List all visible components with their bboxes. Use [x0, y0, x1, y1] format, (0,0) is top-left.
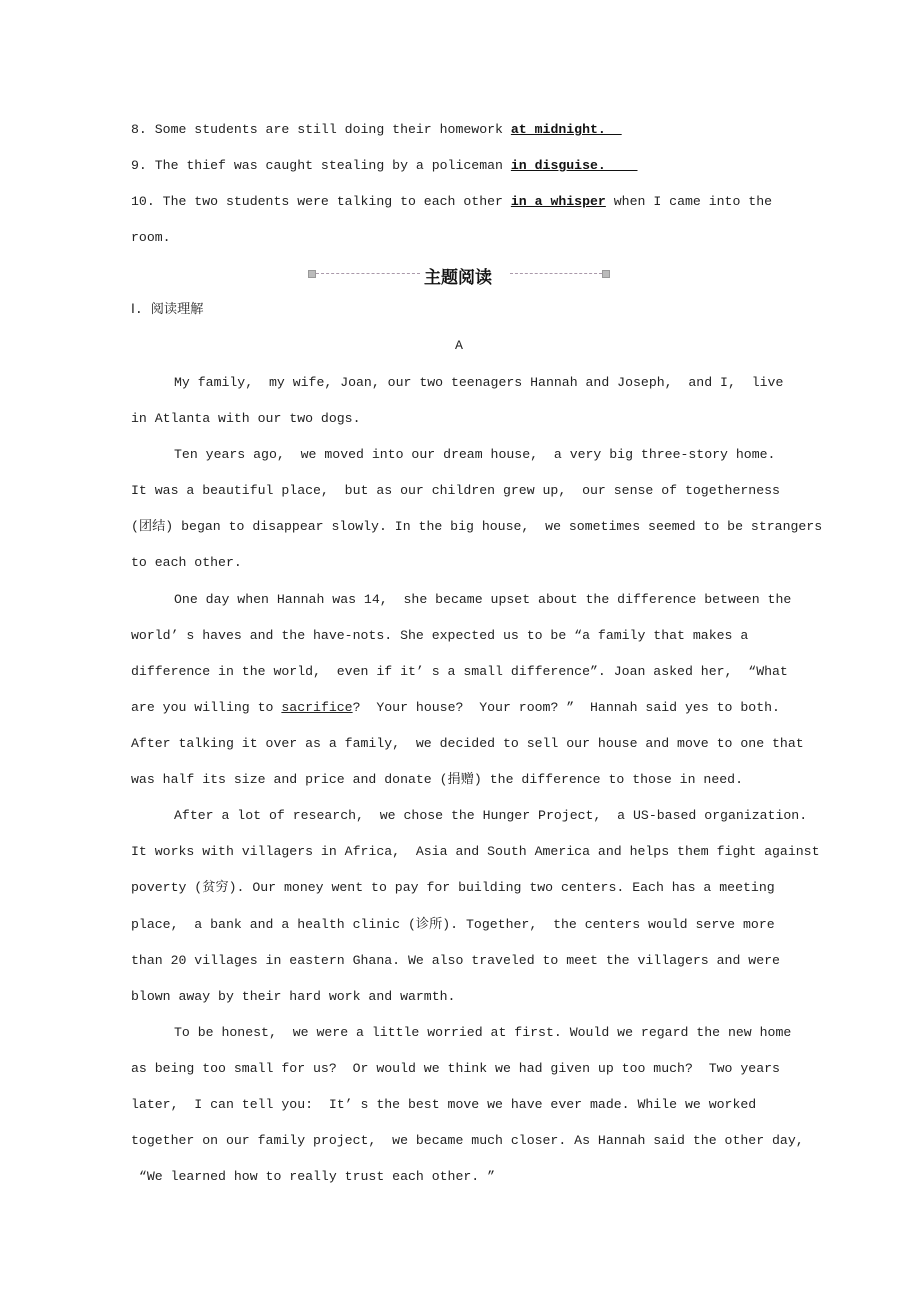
paragraph-line: difference in the world, even if it’ s a small difference”. Joan asked her, “What [131, 664, 788, 679]
text: are you willing to [131, 700, 282, 715]
paragraph-line: Ten years ago, we moved into our dream house, a very big three-story home. [174, 447, 776, 462]
paragraph-line: One day when Hannah was 14, she became upset about the difference between the [174, 592, 792, 607]
part-title: Ⅰ. 阅读理解 [131, 302, 204, 317]
paragraph-line: was half its size and price and donate (捐赠) the difference to those in need. [131, 772, 743, 787]
exercise-text: when I came into the [605, 194, 773, 209]
section-title: 主题阅读 [424, 268, 492, 288]
text: ? Your house? Your room? ” Hannah said yes to both. [352, 700, 780, 715]
paragraph-line: It works with villagers in Africa, Asia and South America and helps them fight against [131, 844, 820, 859]
paragraph-line: later, I can tell you: It’ s the best move we have ever made. While we worked [131, 1097, 757, 1112]
paragraph-line: It was a beautiful place, but as our children grew up, our sense of togetherness [131, 483, 780, 498]
exercise-10-cont: room. [131, 230, 171, 245]
exercise-9 [131, 157, 638, 175]
paragraph-line: To be honest, we were a little worried at first. Would we regard the new home [174, 1025, 792, 1040]
passage-label: A [455, 338, 463, 353]
answer: at midnight. [510, 122, 622, 137]
underlined-word: sacrifice [281, 700, 353, 715]
divider [316, 273, 420, 275]
answer: in a whisper [510, 194, 606, 209]
paragraph-line: blown away by their hard work and warmth. [131, 989, 456, 1004]
divider [510, 273, 602, 275]
answer: in disguise. [510, 158, 638, 173]
ornament-icon [602, 270, 610, 278]
paragraph-line: After a lot of research, we chose the Hunger Project, a US-based organization. [174, 808, 808, 823]
section-header [308, 263, 610, 288]
paragraph-line: in Atlanta with our two dogs. [131, 411, 361, 426]
paragraph-line: than 20 villages in eastern Ghana. We also traveled to meet the villagers and were [131, 953, 780, 968]
exercise-text: 9. The thief was caught stealing by a policeman [131, 158, 511, 173]
paragraph-line: together on our family project, we became much closer. As Hannah said the other day, [131, 1133, 804, 1148]
paragraph-line: After talking it over as a family, we decided to sell our house and move to one that [131, 736, 804, 751]
paragraph-line: to each other. [131, 555, 242, 570]
paragraph-line: (团结) began to disappear slowly. In the big house, we sometimes seemed to be strangers [131, 519, 823, 534]
paragraph-line [131, 699, 780, 717]
exercise-text: 8. Some students are still doing their homework [131, 122, 511, 137]
paragraph-line: as being too small for us? Or would we think we had given up too much? Two years [131, 1061, 780, 1076]
exercise-8 [131, 121, 622, 139]
exercise-text: 10. The two students were talking to each other [131, 194, 511, 209]
paragraph-line: My family, my wife, Joan, our two teenagers Hannah and Joseph, and I, live [174, 375, 784, 390]
paragraph-line: world’ s haves and the have-nots. She expected us to be “a family that makes a [131, 628, 749, 643]
paragraph-line: poverty (贫穷). Our money went to pay for building two centers. Each has a meeting [131, 880, 775, 895]
exercise-10 [131, 193, 772, 211]
paragraph-line: place, a bank and a health clinic (诊所). Together, the centers would serve more [131, 917, 775, 932]
ornament-icon [308, 270, 316, 278]
paragraph-line: “We learned how to really trust each other. ” [131, 1169, 496, 1184]
